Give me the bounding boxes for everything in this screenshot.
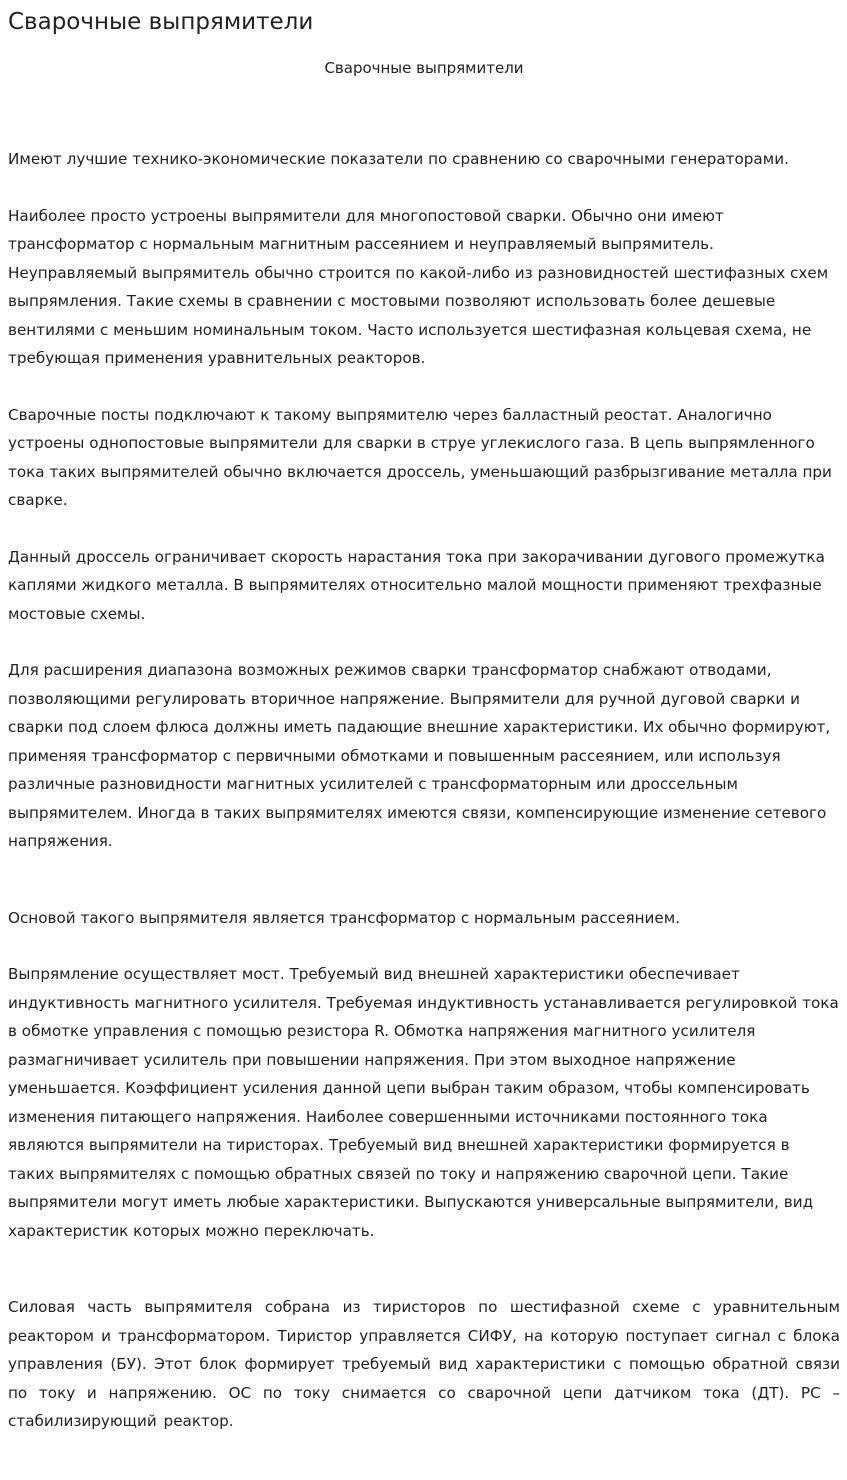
paragraph-7: Выпрямление осуществляет мост. Требуемый вид внешней характеристики обеспечивает индуктивность магнитного усилителя. Требуемая индуктивность устанавливается регулировкой тока в обмотке управления с помощью резистора R. Обмотка напряжения магнитного усилителя размагничивает усилитель при повышении напряжения. При этом выходное напряжение уменьшается. Коэффициент усиления данной цепи выбран таким образом, чтобы компенсировать изменения питающего напряжения. Наиболее совершенными источниками постоянного тока являются выпрямители на тиристорах. Требуемый вид внешней характеристики формируется в таких выпрямителях с помощью обратных связей по току и напряжению сварочной цепи. Такие выпрямители могут иметь любые характеристики. Выпускаются универсальные выпрямители, вид характеристик которых можно переключать. [8, 965, 839, 1240]
paragraph-3: Сварочные посты подключают к такому выпрямителю через балластный реостат. Аналогично устроены однопостовые выпрямители для сварки в струе углекислого газа. В цепь выпрямленного тока таких выпрямителей обычно включается дроссель, уменьшающий разбрызгивание металла при сварке. [8, 405, 832, 509]
page-title: Сварочные выпрямители [8, 9, 314, 35]
article-subtitle: Сварочные выпрямители [324, 59, 524, 77]
paragraph-8: Силовая часть выпрямителя собрана из тиристоров по шестифазной схеме с уравнительным реактором и трансформатором. Тиристор управляется СИФУ, на которую поступает сигнал с блока управления (БУ). Этот блок формирует требуемый вид характеристики с помощью обратной связи по току и напряжению. ОС по току снимается со сварочной цепи датчиком тока (ДТ). РС – стабилизирующий реактор. [8, 1298, 840, 1430]
paragraph-2: Наиболее просто устроены выпрямители для многопостовой сварки. Обычно они имеют трансформатор с нормальным магнитным рассеянием и неуправляемый выпрямитель. Неуправляемый выпрямитель обычно строится по какой-либо из разновидностей шестифазных схем выпрямления. Такие схемы в сравнении с мостовыми позволяют использовать более дешевые вентилями с меньшим номинальным током. Часто используется шестифазная кольцевая схема, не требующая применения уравнительных реакторов. [8, 206, 829, 367]
paragraph-1: Имеют лучшие технико-экономические показатели по сравнению со сварочными генераторами. [8, 150, 789, 168]
paragraph-4: Данный дроссель ограничивает скорость нарастания тока при закорачивании дугового промежутка каплями жидкого металла. В выпрямителях относительно малой мощности применяют трехфазные мостовые схемы. [8, 547, 825, 623]
paragraph-6: Основой такого выпрямителя является трансформатор с нормальным рассеянием. [8, 908, 681, 927]
paragraph-5: Для расширения диапазона возможных режимов сварки трансформатор снабжают отводами, позволяющими регулировать вторичное напряжение. Выпрямители для ручной дуговой сварки и сварки под слоем флюса должны иметь падающие внешние характеристики. Их обычно формируют, применяя трансформатор с первичными обмотками и повышенным рассеянием, или используя различные разновидности магнитных усилителей с трансформаторным или дроссельным выпрямителем. Иногда в таких выпрямителях имеются связи, компенсирующие изменение сетевого напряжения. [8, 661, 831, 850]
